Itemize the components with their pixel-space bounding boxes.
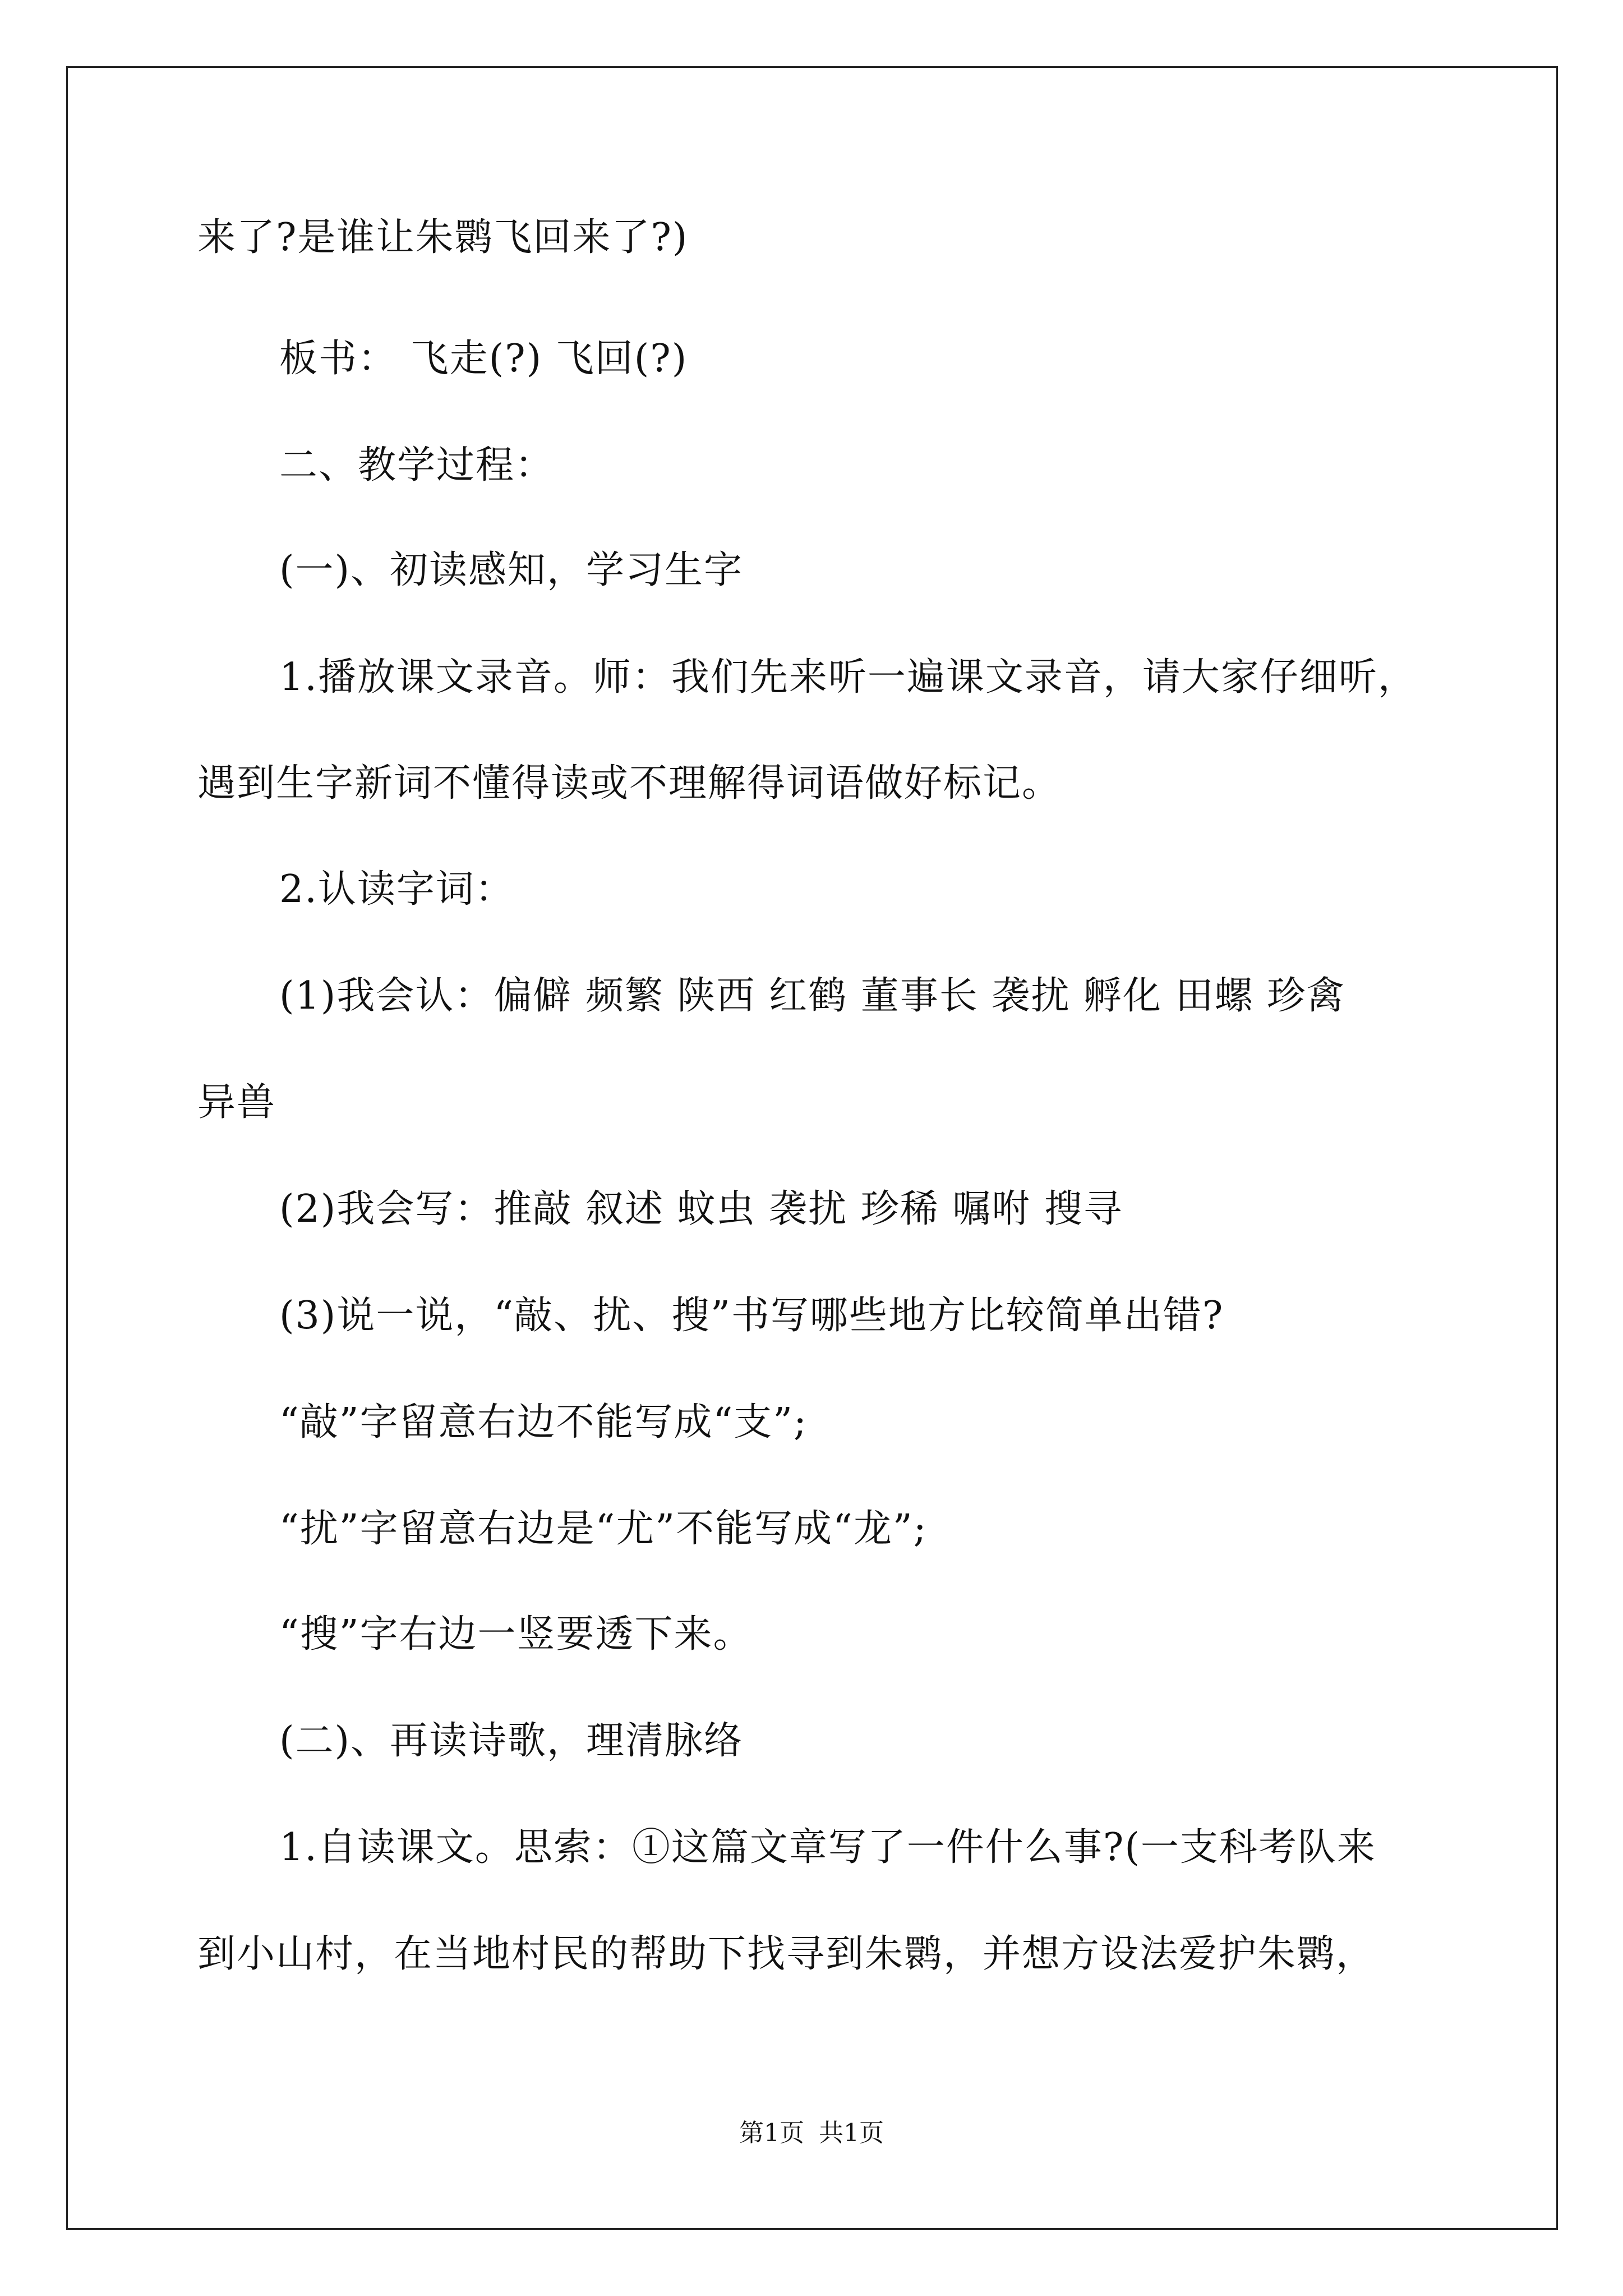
- section-heading-teaching-process: 二、教学过程：: [279, 443, 555, 487]
- text-line-17: 到小山村，在当地村民的帮助下找寻到朱鹮，并想方设法爱护朱鹮，: [197, 1932, 1376, 1976]
- text-line-7: 2.认读字词：: [279, 867, 514, 912]
- text-line-5: 1.播放课文录音。师：我们先来听一遍课文录音，请大家仔细听，: [279, 655, 1417, 700]
- page-number: 第1页: [739, 2119, 804, 2147]
- text-line-6: 遇到生字新词不懂得读或不理解得词语做好标记。: [197, 761, 1062, 806]
- subsection-heading-1: (一)、初读感知，学习生字: [279, 548, 744, 592]
- page-footer: [0, 2118, 1623, 2149]
- subsection-heading-2: (二)、再读诗歌，理清脉络: [279, 1719, 744, 1763]
- text-line-13: “扰”字留意右边是“尤”不能写成“龙”;: [279, 1507, 928, 1551]
- page-border: [66, 66, 1558, 2230]
- page-total: 共1页: [819, 2119, 884, 2147]
- text-line-11: (3)说一说，“敲、扰、搜”书写哪些地方比较简单出错?: [279, 1294, 1224, 1338]
- text-line-9: 异兽: [197, 1080, 276, 1125]
- text-line-8: (1)我会认：偏僻 频繁 陕西 红鹤 董事长 袭扰 孵化 田螺 珍禽: [279, 974, 1346, 1018]
- text-line-16: 1.自读课文。思索：①这篇文章写了一件什么事?(一支科考队来: [279, 1825, 1376, 1870]
- text-line-2: 板书： 飞走(?) 飞回(?): [279, 337, 688, 381]
- text-line-1: 来了?是谁让朱鹮飞回来了?): [197, 215, 689, 260]
- text-line-14: “搜”字右边一竖要透下来。: [279, 1612, 753, 1657]
- text-line-12: “敲”字留意右边不能写成“支”;: [279, 1400, 808, 1444]
- text-line-10: (2)我会写：推敲 叙述 蚊虫 袭扰 珍稀 嘱咐 搜寻: [279, 1187, 1123, 1231]
